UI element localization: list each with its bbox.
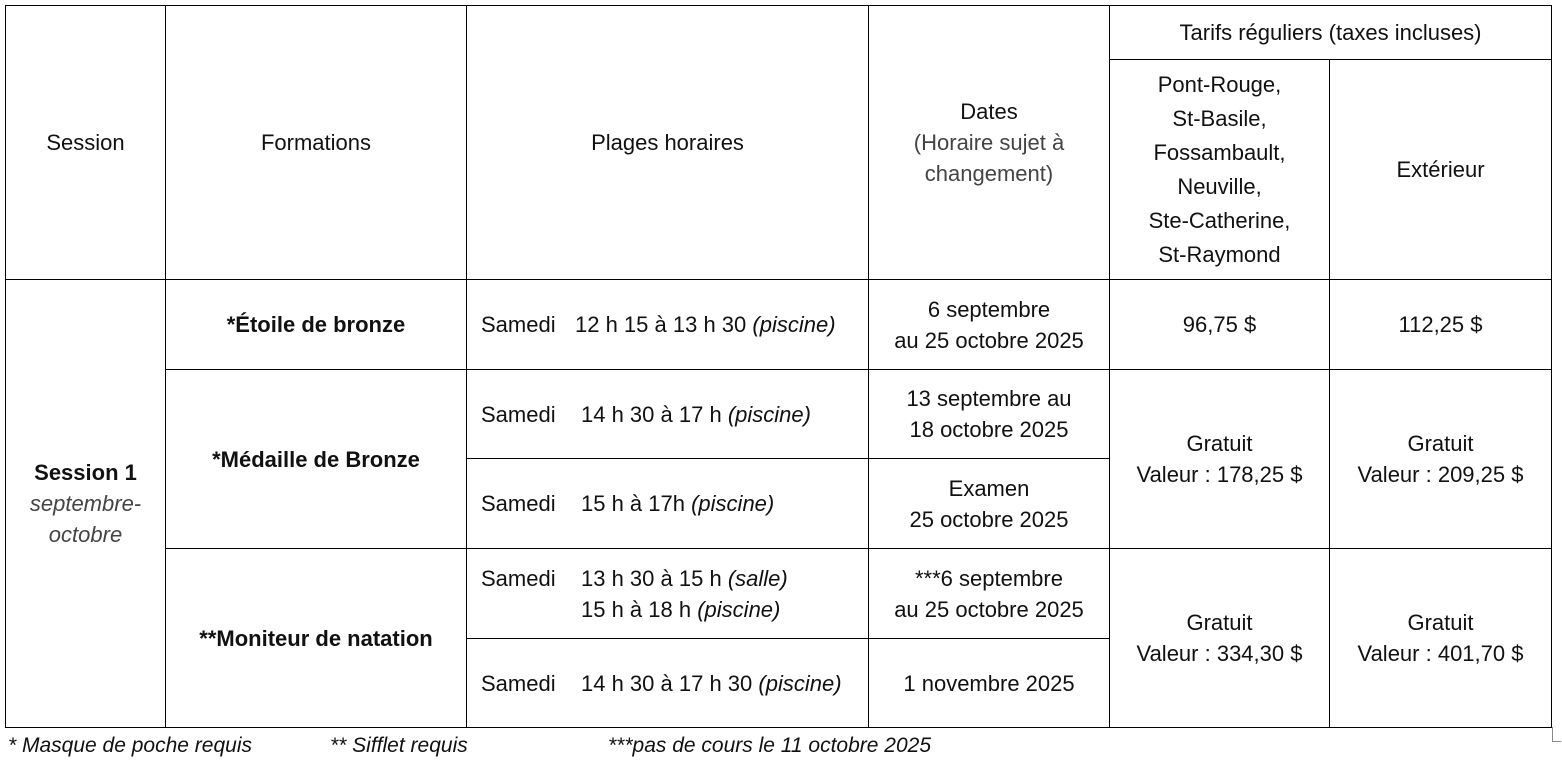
slot-place-2: (piscine) [697, 596, 781, 622]
footnote-sifflet: ** Sifflet requis [330, 734, 468, 757]
header-dates [869, 6, 1110, 280]
header-session: Session [6, 6, 166, 280]
price-exterieur [1330, 549, 1552, 728]
local-town-neuville: Neuville, [1177, 173, 1262, 199]
slot-dates [869, 459, 1110, 549]
price-local: 96,75 $ [1110, 280, 1330, 370]
slot-dates-line-2: au 25 octobre 2025 [894, 596, 1084, 622]
slot-day: Samedi [481, 312, 556, 337]
slot-dates-line-1: Examen [948, 475, 1030, 501]
slot-dates [869, 370, 1110, 459]
price-local [1110, 549, 1330, 728]
footnote-masque: * Masque de poche requis [8, 734, 252, 757]
slot-hours: 14 h 30 à 17 h 30 [581, 670, 753, 696]
slot-dates: 1 novembre 2025 [869, 639, 1110, 728]
slot-dates-line-1: 6 septembre [927, 296, 1051, 322]
header-dates-note-line-2: changement) [924, 161, 1054, 186]
header-tarif-exterieur: Extérieur [1330, 60, 1552, 280]
slot-place: (salle) [727, 565, 788, 591]
local-town-ste-catherine: Ste-Catherine, [1148, 207, 1291, 233]
schedule-table [5, 5, 1552, 728]
price-value: Valeur : 209,25 $ [1357, 462, 1524, 487]
header-dates-title: Dates [960, 99, 1018, 124]
slot-place: (piscine) [727, 401, 811, 427]
table-row [6, 370, 1552, 459]
slot-dates-line-2: 25 octobre 2025 [909, 506, 1069, 532]
slot-dates [869, 280, 1110, 370]
slot-place: (piscine) [752, 312, 836, 337]
slot-dates-line-2: 18 octobre 2025 [909, 417, 1069, 442]
price-exterieur: 112,25 $ [1330, 280, 1552, 370]
price-free-label: Gratuit [1407, 431, 1474, 456]
slot-dates-line-2: au 25 octobre 2025 [894, 327, 1084, 353]
local-town-st-basile: St-Basile, [1172, 105, 1267, 131]
header-dates-note-line-1: (Horaire sujet à [913, 130, 1065, 155]
formation-moniteur-de-natation: **Moniteur de natation [166, 549, 467, 728]
slot-place: (piscine) [691, 491, 775, 516]
header-dates-note [875, 127, 1103, 189]
local-town-st-raymond: St-Raymond [1158, 241, 1281, 267]
slot-time [467, 280, 869, 370]
header-tarifs: Tarifs réguliers (taxes incluses) [1110, 6, 1552, 60]
slot-day: Samedi [481, 565, 556, 591]
header-tarif-local [1110, 60, 1330, 280]
table-row [6, 549, 1552, 639]
slot-time [467, 370, 869, 459]
slot-dates-line-1: 13 septembre au [906, 386, 1072, 411]
slot-day: Samedi [481, 670, 556, 696]
local-town-fossambault: Fossambault, [1153, 139, 1286, 165]
formation-etoile-de-bronze: *Étoile de bronze [166, 280, 467, 370]
slot-time [467, 459, 869, 549]
price-value: Valeur : 178,25 $ [1136, 462, 1303, 487]
formation-medaille-de-bronze: *Médaille de Bronze [166, 370, 467, 549]
slot-time [467, 549, 869, 639]
price-value: Valeur : 401,70 $ [1357, 641, 1524, 666]
footnote-pas-de-cours: ***pas de cours le 11 octobre 2025 [608, 734, 931, 757]
session-cell [6, 280, 166, 728]
session-period-line-2: octobre [48, 522, 123, 547]
table-row [6, 280, 1552, 370]
slot-place: (piscine) [758, 670, 842, 696]
slot-hours: 14 h 30 à 17 h [581, 401, 722, 427]
slot-hours: 12 h 15 à 13 h 30 [575, 312, 747, 337]
slot-dates-line-1: ***6 septembre [915, 565, 1063, 591]
price-value: Valeur : 334,30 $ [1136, 641, 1303, 666]
price-exterieur [1330, 370, 1552, 549]
slot-dates [869, 549, 1110, 639]
local-town-pont-rouge: Pont-Rouge, [1157, 71, 1282, 97]
price-local [1110, 370, 1330, 549]
session-period-line-1: septembre- [29, 491, 142, 516]
slot-hours: 15 h à 17h [581, 491, 685, 516]
slot-hours-2: 15 h à 18 h [581, 596, 692, 622]
header-formations: Formations [166, 6, 467, 280]
price-free-label: Gratuit [1407, 610, 1474, 635]
slot-day: Samedi [481, 491, 556, 516]
header-plages-horaires: Plages horaires [467, 6, 869, 280]
slot-hours: 13 h 30 à 15 h [581, 565, 722, 591]
price-free-label: Gratuit [1186, 431, 1253, 456]
price-free-label: Gratuit [1186, 610, 1253, 635]
page-corner-mark [1552, 727, 1561, 742]
session-name: Session 1 [34, 460, 137, 485]
slot-day: Samedi [481, 401, 556, 427]
slot-time [467, 639, 869, 728]
